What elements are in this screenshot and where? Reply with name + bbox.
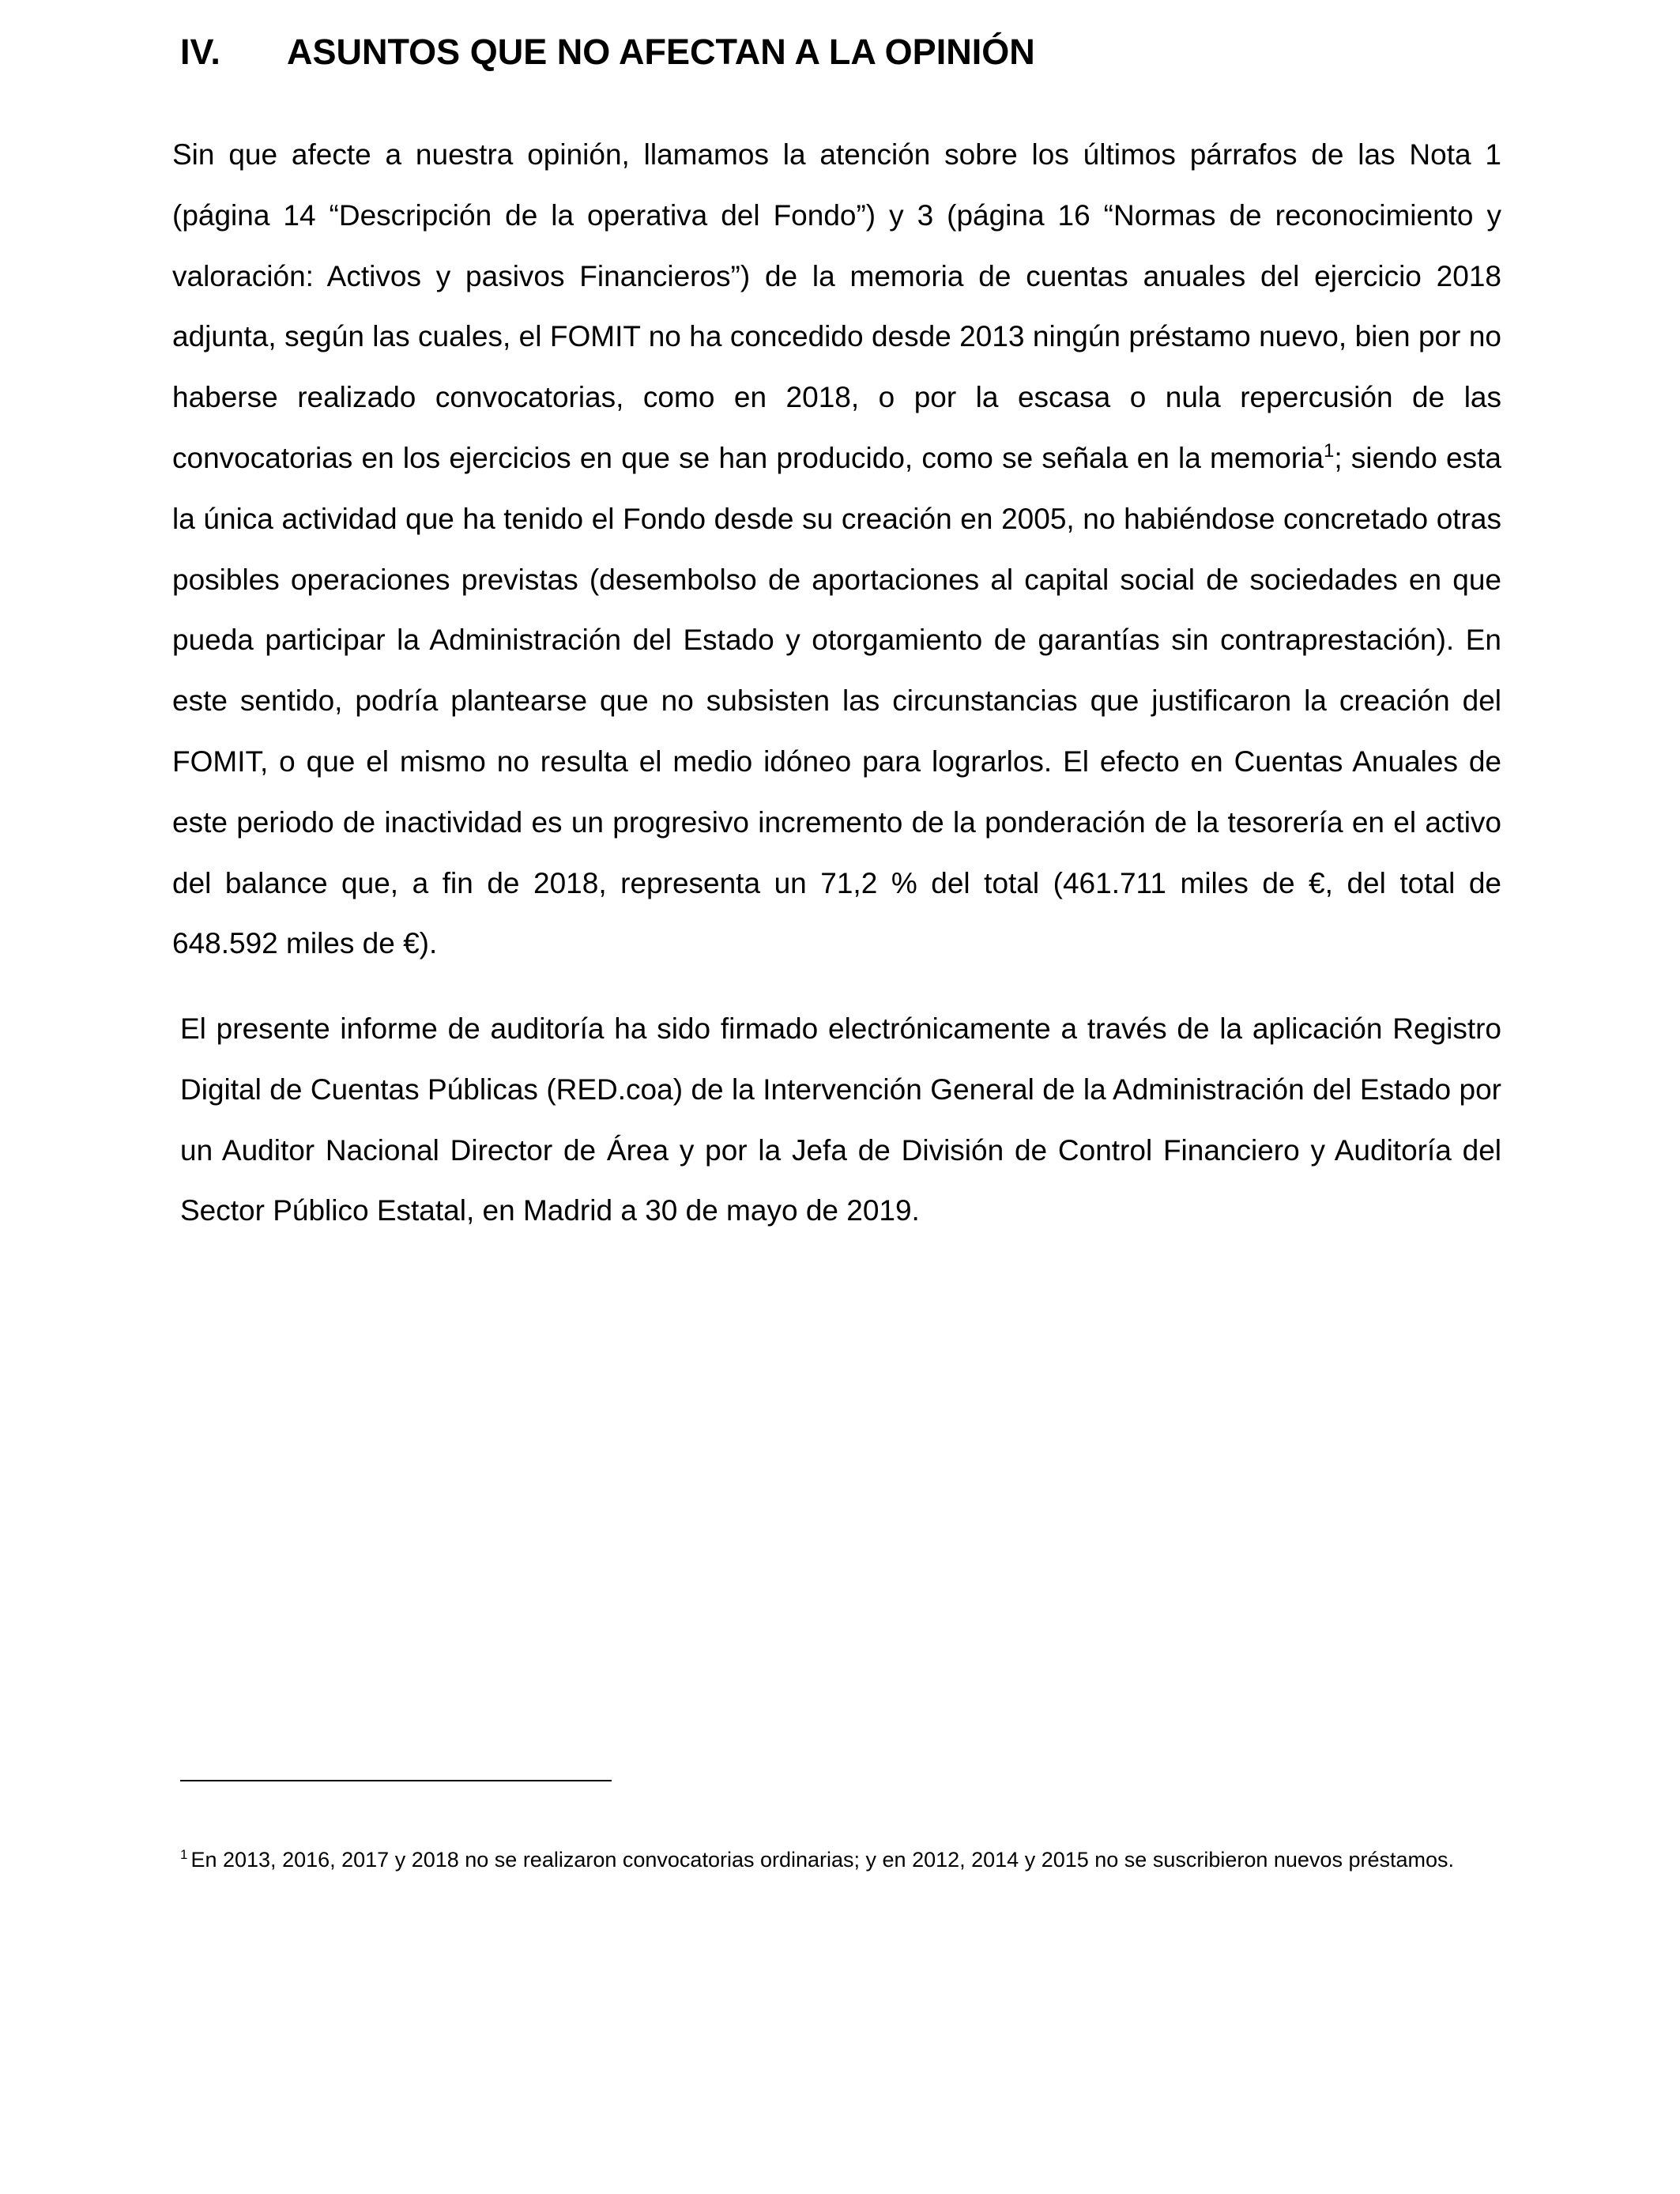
paragraph-text-start: Sin que afecte a nuestra opinión, llamamos la atención sobre los últimos párrafos de las Nota 1 (página 14 “Descripción de la operativa del Fondo”) y 3 (página 16 “Normas de reconocimiento y valoración: Activos y pasivos Financieros”) de la memoria de cuentas anuales del ejercicio 2018 adjunta, según las cuales, el FOMIT no ha concedido desde 2013 ningún préstamo nuevo, bien por no haberse realizado convocatorias, como en 2018, o por la escasa o nula repercusión de las convocatorias en los ejercicios en que se han producido, como se señala en la memoria — [172, 138, 1501, 474]
footnote-marker: 1 — [180, 1847, 188, 1862]
footnote-text: En 2013, 2016, 2017 y 2018 no se realizaron convocatorias ordinarias; y en 2012, 2014 y 2015 no se suscribieron nuevos préstamos. — [190, 1848, 1454, 1872]
footnote-separator — [180, 1780, 612, 1781]
signature-paragraph: El presente informe de auditoría ha sido firmado electrónicamente a través de la aplicación Registro Digital de Cuentas Públicas (RED.coa) de la Intervención General de la Administración del Estado por un Auditor Nacional Director de Área y por la Jefa de División de Control Financiero y Auditoría del Sector Público Estatal, en Madrid a 30 de mayo de 2019. — [180, 1012, 1501, 1227]
paragraph-text-end: ; siendo esta la única actividad que ha tenido el Fondo desde su creación en 2005, no habiéndose concretado otras posibles operaciones previstas (desembolso de aportaciones al capital social de sociedades en que pueda participar la Administración del Estado y otorgamiento de garantías sin contraprestación). En este sentido, podría plantearse que no subsisten las circunstancias que justificaron la creación del FOMIT, o que el mismo no resulta el medio idóneo para lograrlos. El efecto en Cuentas Anuales de este periodo de inactividad es un progresivo incremento de la ponderación de la tesorería en el activo del balance que, a fin de 2018, representa un 71,2 % del total (461.711 miles de €, del total de 648.592 miles de €). — [172, 441, 1501, 960]
footnote — [180, 1845, 1501, 1874]
section-title: ASUNTOS QUE NO AFECTAN A LA OPINIÓN — [287, 32, 1035, 72]
footnote-reference: 1 — [1323, 439, 1335, 462]
opinion-paragraph — [172, 125, 1501, 974]
section-heading — [180, 28, 1035, 76]
section-number: IV. — [180, 32, 220, 72]
